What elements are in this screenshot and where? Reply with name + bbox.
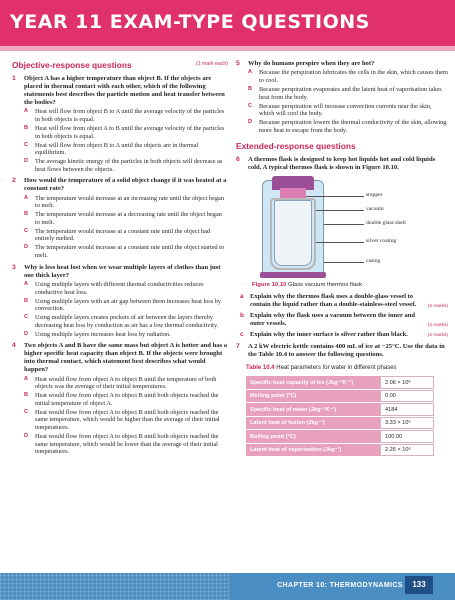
option-b bbox=[24, 211, 228, 226]
option-text: Because perspiration evaporates and the latent heat of vaporisation takes heat from the body. bbox=[259, 85, 442, 101]
question-number: 4 bbox=[12, 342, 16, 350]
table-number: Table 10.4 bbox=[246, 365, 275, 372]
option-text: The temperature would increase at an increasing rate until the object began to melt. bbox=[35, 194, 224, 210]
table-row bbox=[246, 444, 434, 457]
question-4 bbox=[12, 342, 228, 456]
option-letter: B bbox=[248, 85, 253, 92]
page-title: YEAR 11 EXAM-TYPE QUESTIONS bbox=[10, 11, 370, 33]
question-3 bbox=[12, 264, 228, 339]
chapter-title: CHAPTER 10: THERMODYNAMICS bbox=[277, 582, 403, 589]
option-letter: C bbox=[24, 314, 29, 321]
option-text: The temperature would increase at a constant rate until the object had entirely melted. bbox=[35, 227, 211, 243]
question-text: A thermos flask is designed to keep hot liquids hot and cold liquids cold. A typical thermos flask is shown in Figure 10.10. bbox=[248, 156, 436, 172]
part-marks: (2 marks) bbox=[427, 322, 448, 328]
option-b bbox=[248, 86, 448, 101]
option-letter: B bbox=[24, 124, 29, 131]
option-letter: D bbox=[24, 433, 29, 440]
option-letter: B bbox=[24, 297, 29, 304]
part-marks: (2 marks) bbox=[427, 333, 448, 339]
part-letter: a bbox=[240, 293, 244, 301]
option-c bbox=[24, 228, 228, 243]
table-value: 4184 bbox=[380, 403, 434, 416]
table-row bbox=[246, 390, 434, 403]
leader-line-double-glass bbox=[324, 224, 364, 225]
footer-pattern bbox=[0, 573, 230, 600]
question-1 bbox=[12, 75, 228, 173]
table-row bbox=[246, 376, 434, 389]
section-heading-extended: Extended-response questions bbox=[236, 141, 356, 152]
option-text: Using multiple layers with different thermal conductivities reduces conductive heat loss. bbox=[35, 281, 204, 296]
label-vacuum: vacuum bbox=[366, 206, 384, 213]
table-key: Specific heat capacity of ice (Jkg⁻¹K⁻¹) bbox=[246, 376, 380, 389]
option-text: Because perspiration lowers the thermal conductivity of the skin, allowing more heat to escape from the body. bbox=[259, 119, 447, 134]
question-text: Object A has a higher temperature than object B. If the objects are placed in thermal contact with each other, which of the following statements best describes the particle motion and heat transfer between the bodies? bbox=[24, 75, 225, 106]
table-caption-text: Heat parameters for water in different phases bbox=[276, 365, 397, 372]
table-key: Latent heat of fusion (Jkg⁻¹) bbox=[246, 417, 380, 430]
part-letter: b bbox=[240, 311, 244, 319]
part-letter: c bbox=[240, 330, 244, 338]
question-7 bbox=[236, 343, 448, 359]
heat-parameters-table bbox=[246, 375, 434, 457]
question-2 bbox=[12, 177, 228, 259]
table-value: 0.00 bbox=[380, 390, 434, 403]
option-b bbox=[24, 298, 228, 313]
flask-stopper bbox=[280, 188, 306, 198]
option-d bbox=[24, 244, 228, 259]
figure-number: Figure 10.10 bbox=[252, 282, 287, 289]
leader-line-stopper bbox=[306, 196, 364, 197]
question-number: 7 bbox=[236, 343, 240, 351]
question-6 bbox=[236, 156, 448, 172]
option-text: Heat will flow from object B to A until the objects are in thermal equilibrium. bbox=[35, 141, 199, 157]
option-letter: A bbox=[24, 281, 29, 288]
question-text: Why is less heat lost when we wear multiple layers of clothes than just one thick layer? bbox=[24, 263, 221, 279]
option-letter: D bbox=[248, 119, 253, 126]
option-c bbox=[24, 314, 228, 329]
option-d bbox=[24, 331, 228, 339]
option-letter: A bbox=[24, 375, 29, 382]
question-text: A 2 kW electric kettle contains 400 mL of ice at −25°C. Use the data in the Table 10.4 to answer the following questions. bbox=[248, 343, 445, 359]
option-text: Heat would flow from object A to object B until both objects reached the same temperature, which would be higher than the average of their initial temperatures. bbox=[35, 408, 220, 432]
option-letter: D bbox=[24, 244, 29, 251]
option-letter: C bbox=[24, 408, 29, 415]
option-a bbox=[24, 108, 228, 123]
option-c bbox=[248, 103, 448, 118]
table-key: Latent heat of vaporisation (Jkg⁻¹) bbox=[246, 444, 380, 457]
option-letter: D bbox=[24, 158, 29, 165]
label-silver: silver coating bbox=[366, 238, 397, 245]
option-text: Using multiple layers creates pockets of air between the layers thereby decreasing heat loss by conduction as air has a low thermal conductivity. bbox=[35, 314, 219, 329]
option-b bbox=[24, 125, 228, 140]
question-number: 6 bbox=[236, 156, 240, 164]
left-column bbox=[12, 60, 228, 460]
table-row bbox=[246, 417, 434, 430]
question-number: 1 bbox=[12, 75, 16, 82]
table-key: Boiling point (°C) bbox=[246, 430, 380, 443]
flask-inner-vessel bbox=[274, 200, 312, 266]
table-value: 3.33 × 10⁵ bbox=[380, 417, 434, 430]
figure-caption bbox=[252, 282, 448, 288]
question-5 bbox=[236, 60, 448, 134]
flask-base bbox=[260, 272, 326, 278]
option-letter: D bbox=[24, 330, 29, 337]
option-letter: C bbox=[24, 141, 29, 148]
option-text: Heat will flow from object B to A until the average velocity of the particles in both objects is equal. bbox=[35, 108, 225, 123]
option-a bbox=[24, 195, 228, 210]
option-d bbox=[24, 158, 228, 173]
header-stripe bbox=[0, 46, 455, 51]
option-letter: C bbox=[24, 227, 29, 234]
table-value: 100.00 bbox=[380, 430, 434, 443]
option-text: Because the perspiration lubricates the cells in the skin, which causes them to cool. bbox=[259, 69, 448, 84]
page-number: 133 bbox=[405, 576, 433, 594]
table-value: 2.06 × 10³ bbox=[380, 376, 434, 389]
question-text: Two objects A and B have the same mass but object A is hotter and has a higher specific heat capacity than object B. If the objects were brought into thermal contact, which statement best describes what would happen? bbox=[24, 342, 228, 374]
thermos-flask-figure bbox=[252, 176, 432, 280]
leader-line-casing bbox=[324, 262, 364, 263]
question-number: 3 bbox=[12, 263, 16, 271]
right-column bbox=[236, 60, 448, 457]
option-text: Heat would flow from object A to object B until the temperature of both objects was the average of their initial temperatures. bbox=[35, 375, 217, 391]
table-row bbox=[246, 430, 434, 443]
leader-line-silver bbox=[316, 242, 364, 243]
label-stopper: stopper bbox=[366, 192, 383, 199]
option-letter: B bbox=[24, 392, 29, 399]
table-key: Specific heat of water (Jkg⁻¹K⁻¹) bbox=[246, 403, 380, 416]
table-value: 2.26 × 10⁶ bbox=[380, 444, 434, 457]
part-text: Explain why the flask uses a vacuum between the inner and outer vessels. bbox=[250, 311, 415, 327]
option-text: Using multiple layers with an air gap between them increases heat loss by convection. bbox=[35, 297, 222, 313]
option-letter: B bbox=[24, 211, 29, 218]
question-number: 5 bbox=[236, 60, 240, 67]
part-text: Explain why the inner surface is silver rather than black. bbox=[250, 330, 408, 338]
option-a bbox=[24, 281, 228, 296]
option-letter: A bbox=[24, 108, 29, 115]
table-key: Melting point (°C) bbox=[246, 390, 380, 403]
label-double-glass: double glass shell bbox=[366, 220, 406, 227]
option-letter: C bbox=[248, 102, 253, 109]
table-caption bbox=[246, 365, 448, 371]
question-number: 2 bbox=[12, 177, 16, 185]
part-marks: (2 marks) bbox=[427, 303, 448, 309]
option-text: Using multiple layers increases heat loss by radiation. bbox=[35, 330, 171, 338]
question-text: How would the temperature of a solid object change if it was heated at a constant rate? bbox=[24, 177, 227, 193]
option-text: Heat will flow from object A to B until the average velocity of the particles in both objects is equal. bbox=[35, 124, 225, 140]
section-heading-objective bbox=[12, 60, 228, 70]
question-6a bbox=[240, 293, 448, 309]
section-title: Objective-response questions bbox=[12, 60, 132, 70]
option-d bbox=[248, 119, 448, 134]
option-text: The temperature would increase at a constant rate until the object started to melt. bbox=[35, 244, 225, 260]
label-casing: casing bbox=[366, 258, 381, 265]
option-b bbox=[24, 392, 228, 407]
option-letter: A bbox=[24, 194, 29, 201]
figure-caption-text: Glass vacuum thermos flask bbox=[288, 282, 363, 289]
question-6c bbox=[240, 331, 448, 339]
question-6b bbox=[240, 312, 448, 328]
option-text: The average kinetic energy of the particles in both objects will decrease as heat flows between the objects. bbox=[35, 158, 223, 173]
option-a bbox=[248, 69, 448, 84]
table-row bbox=[246, 403, 434, 416]
option-text: The temperature would increase at a decreasing rate until the object began to melt. bbox=[35, 211, 222, 226]
option-d bbox=[24, 433, 228, 456]
option-letter: A bbox=[248, 69, 253, 76]
question-text: Why do humans perspire when they are hot? bbox=[248, 60, 375, 67]
part-text: Explain why the thermos flask uses a double-glass vessel to contain the liquid rather than a double-stainless-steel vessel. bbox=[250, 293, 417, 309]
option-text: Because perspiration will increase convection currents near the skin, which will cool the body. bbox=[259, 102, 432, 118]
option-a bbox=[24, 376, 228, 391]
option-c bbox=[24, 409, 228, 432]
leader-line-vacuum bbox=[316, 210, 364, 211]
section-mark-note: (1 mark each) bbox=[196, 61, 228, 67]
option-text: Heat would flow from object A to object B until both objects reached the initial temperature of object A. bbox=[35, 392, 219, 407]
option-text: Heat would flow from object A to object B until both objects reached the same temperature, which would be lower than the average of their initial temperatures. bbox=[35, 433, 219, 456]
option-c bbox=[24, 142, 228, 157]
